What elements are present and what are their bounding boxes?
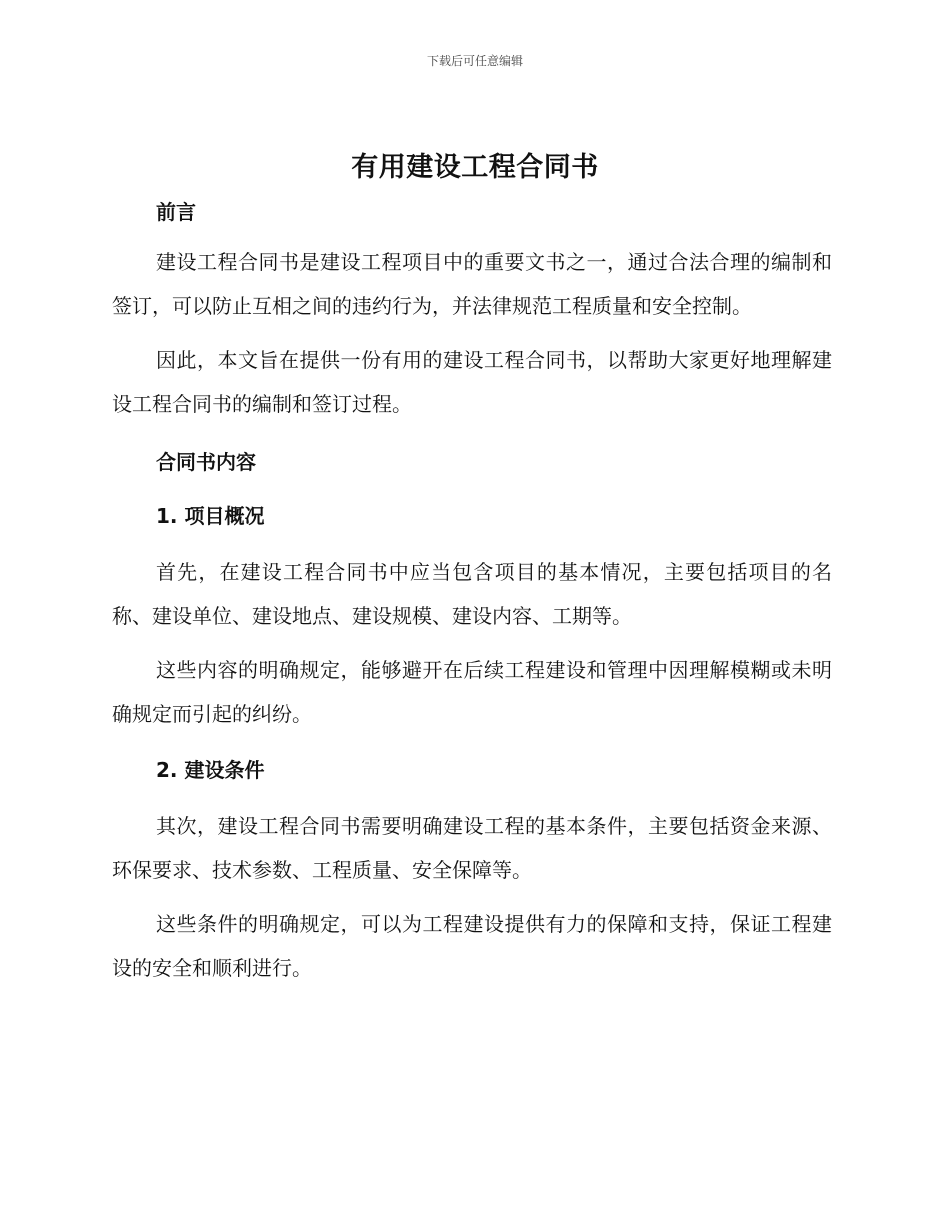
spacer	[112, 534, 832, 550]
preface-paragraph-1: 建设工程合同书是建设工程项目中的重要文书之一，通过合法合理的编制和签订，可以防止互相之间的违约行为，并法律规范工程质量和安全控制。	[112, 250, 832, 318]
spacer	[112, 638, 832, 648]
spacer	[112, 892, 832, 902]
document-body	[112, 194, 832, 990]
section-2-paragraph-2: 这些条件的明确规定，可以为工程建设提供有力的保障和支持，保证工程建设的安全和顺利进行。	[112, 912, 832, 980]
spacer	[112, 230, 832, 240]
content-heading: 合同书内容	[156, 450, 256, 474]
section-2-heading: 2. 建设条件	[156, 758, 265, 782]
preface-heading: 前言	[156, 200, 196, 224]
section-1-heading: 1. 项目概况	[156, 504, 265, 528]
section-1-paragraph-1: 首先，在建设工程合同书中应当包含项目的基本情况，主要包括项目的名称、建设单位、建设地点、建设规模、建设内容、工期等。	[112, 560, 832, 628]
spacer	[112, 788, 832, 804]
page-header-note: 下载后可任意编辑	[426, 54, 523, 68]
spacer	[112, 480, 832, 498]
section-2-paragraph-1: 其次，建设工程合同书需要明确建设工程的基本条件，主要包括资金来源、环保要求、技术参数、工程质量、安全保障等。	[112, 814, 832, 882]
spacer	[112, 328, 832, 338]
preface-paragraph-2: 因此，本文旨在提供一份有用的建设工程合同书，以帮助大家更好地理解建设工程合同书的编制和签订过程。	[112, 348, 832, 416]
spacer	[112, 426, 832, 444]
document-title: 有用建设工程合同书	[351, 152, 599, 183]
spacer	[112, 736, 832, 752]
section-1-paragraph-2: 这些内容的明确规定，能够避开在后续工程建设和管理中因理解模糊或未明确规定而引起的纠纷。	[112, 658, 832, 726]
